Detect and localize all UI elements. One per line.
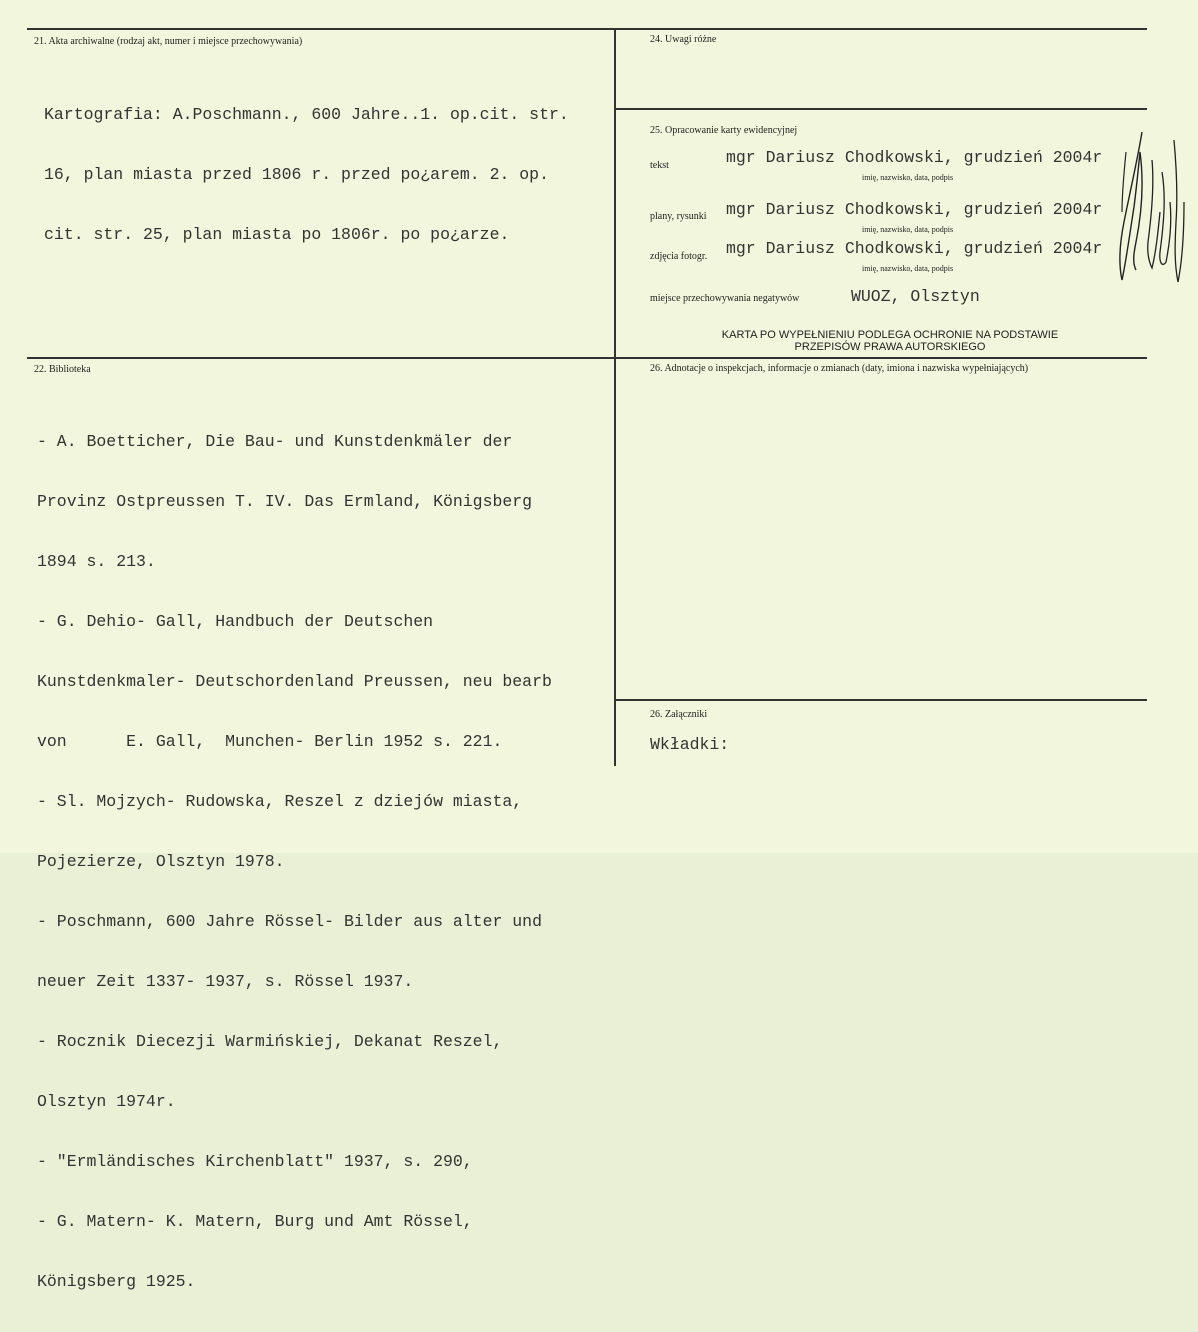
section-21-line: Kartografia: A.Poschmann., 600 Jahre..1. op.cit. str.: [44, 105, 569, 124]
bibliography-line: - Sl. Mojzych- Rudowska, Reszel z dziejów miasta,: [37, 792, 523, 811]
bibliography-line: Provinz Ostpreussen T. IV. Das Ermland, Königsberg: [37, 492, 533, 511]
section-22-label: 22. Biblioteka: [34, 364, 91, 375]
row-value-plany: mgr Dariusz Chodkowski, grudzień 2004r: [726, 200, 1103, 219]
row-caption-plany: imię, nazwisko, data, podpis: [862, 225, 954, 234]
attachments-value: Wkładki:: [650, 735, 730, 754]
row-caption-zdjecia: imię, nazwisko, data, podpis: [862, 264, 954, 273]
row-value-tekst: mgr Dariusz Chodkowski, grudzień 2004r: [726, 148, 1103, 167]
section-25-label: 25. Opracowanie karty ewidencyjnej: [650, 125, 798, 136]
bibliography-line: Olsztyn 1974r.: [37, 1092, 176, 1111]
row-value-zdjecia: mgr Dariusz Chodkowski, grudzień 2004r: [726, 239, 1103, 258]
row-caption-tekst: imię, nazwisko, data, podpis: [862, 173, 954, 182]
section-21-line: cit. str. 25, plan miasta po 1806r. po po¿arze.: [44, 225, 510, 244]
bibliography-line: - "Ermländisches Kirchenblatt" 1937, s. 290,: [37, 1152, 473, 1171]
negatives-value: WUOZ, Olsztyn: [851, 287, 980, 306]
row-label-tekst: tekst: [650, 160, 669, 171]
bibliography-line: Kunstdenkmaler- Deutschordenland Preussen, neu bearb: [37, 672, 552, 691]
remarks-rule: [615, 108, 1147, 110]
bibliography-line: - Poschmann, 600 Jahre Rössel- Bilder aus alter und: [37, 912, 542, 931]
row-label-plany: plany, rysunki: [650, 211, 707, 222]
section-22-text: [37, 392, 552, 1332]
bibliography-line: - A. Boetticher, Die Bau- und Kunstdenkmäler der: [37, 432, 513, 451]
notice-line-1: KARTA PO WYPEŁNIENIU PODLEGA OCHRONIE NA PODSTAWIE: [721, 329, 1059, 341]
section-26-annotations-label: 26. Adnotacje o inspekcjach, informacje o zmianach (daty, imiona i nazwiska wypełniających): [650, 363, 1029, 374]
handwritten-signature: [1112, 112, 1192, 292]
copyright-notice: [700, 329, 1080, 353]
bibliography-line: - Rocznik Diecezji Warmińskiej, Dekanat Reszel,: [37, 1032, 503, 1051]
top-rule: [27, 28, 1147, 30]
attachments-rule: [615, 699, 1147, 701]
middle-rule: [27, 357, 1147, 359]
bibliography-line: - G. Dehio- Gall, Handbuch der Deutschen: [37, 612, 434, 631]
section-21-line: 16, plan miasta przed 1806 r. przed po¿arem. 2. op.: [44, 165, 549, 184]
section-21-text: [44, 65, 569, 285]
notice-line-2: PRZEPISÓW PRAWA AUTORSKIEGO: [794, 341, 986, 353]
row-label-zdjecia: zdjęcia fotogr.: [650, 251, 708, 262]
section-24-label: 24. Uwagi różne: [650, 34, 717, 45]
bibliography-line: neuer Zeit 1337- 1937, s. Rössel 1937.: [37, 972, 414, 991]
section-26-attachments-label: 26. Załączniki: [650, 709, 708, 720]
section-21-label: 21. Akta archiwalne (rodzaj akt, numer i miejsce przechowywania): [34, 36, 303, 47]
bibliography-line: - G. Matern- K. Matern, Burg und Amt Rössel,: [37, 1212, 473, 1231]
bibliography-line: von E. Gall, Munchen- Berlin 1952 s. 221.: [37, 732, 503, 751]
bibliography-line: Pojezierze, Olsztyn 1978.: [37, 852, 285, 871]
bibliography-line: Königsberg 1925.: [37, 1272, 196, 1291]
negatives-label: miejsce przechowywania negatywów: [650, 293, 800, 304]
bibliography-line: 1894 s. 213.: [37, 552, 156, 571]
center-divider: [614, 28, 616, 766]
